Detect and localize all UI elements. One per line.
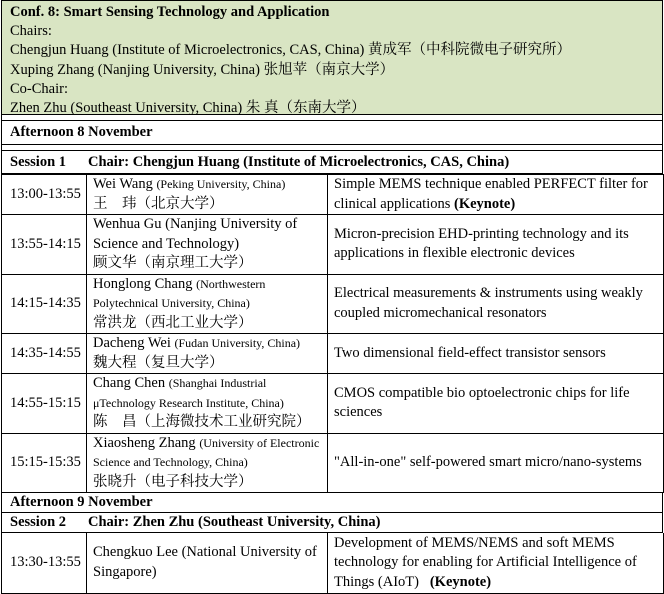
chair-line-2: Xuping Zhang (Nanjing University, China) 张旭苹（南京大学）	[10, 61, 395, 78]
speaker-cell	[87, 215, 328, 275]
conference-title: Conf. 8: Smart Sensing Technology and Application	[10, 4, 330, 20]
talk-title: Simple MEMS technique enabled PERFECT filter for clinical applications	[334, 176, 648, 212]
session-heading	[1, 513, 663, 533]
cochair-line-1: Zhen Zhu (Southeast University, China) 朱 真（东南大学）	[10, 100, 366, 117]
program-sheet	[1, 0, 663, 594]
session-chair: Chair: Zhen Zhu (Southeast University, China)	[88, 514, 381, 530]
speaker-name: Wenhua Gu (Nanjing University of Science and Technology)	[93, 216, 298, 252]
table-row	[2, 374, 664, 434]
speaker-chinese-name: 常洪龙（西北工业大学）	[93, 314, 253, 331]
talk-title-cell	[328, 175, 664, 215]
speaker-cell	[87, 374, 328, 434]
speaker-affiliation: (University of Electronic Science and Technology, China)	[93, 435, 320, 469]
table-row	[2, 274, 664, 334]
speaker-name: Xiaosheng Zhang	[93, 434, 196, 451]
talk-title-cell	[328, 433, 664, 493]
speaker-chinese-name: 顾文华（南京理工大学）	[93, 255, 253, 271]
talk-time: 13:00-13:55	[2, 175, 87, 215]
table-row	[2, 175, 664, 215]
day-heading: Afternoon 8 November	[1, 120, 663, 145]
session-label: Session 1	[10, 153, 67, 170]
talk-title: Micron-precision EHD-printing technology and its applications in flexible electronic devices	[334, 225, 629, 262]
day-heading: Afternoon 9 November	[1, 493, 663, 513]
chairs-label: Chairs:	[10, 23, 52, 40]
speaker-cell	[87, 274, 328, 334]
chair-line-1: Chengjun Huang (Institute of Microelectronics, CAS, China) 黄成军（中科院微电子研究所）	[10, 42, 572, 59]
talk-time: 14:15-14:35	[2, 274, 87, 334]
speaker-affiliation: (Northwestern Polytechnical University, China)	[93, 276, 266, 310]
speaker-name: Chang Chen	[93, 375, 166, 391]
keynote-tag: (Keynote)	[429, 573, 492, 590]
talk-time: 15:15-15:35	[2, 433, 87, 493]
speaker-name: Honglong Chang	[93, 275, 193, 292]
table-row	[2, 334, 664, 374]
table-row	[2, 533, 664, 593]
speaker-chinese-name: 魏大程（复旦大学）	[93, 354, 224, 371]
speaker-cell	[87, 175, 328, 215]
talk-title: Two dimensional field-effect transistor sensors	[334, 344, 606, 361]
talk-title-cell	[328, 274, 664, 334]
speaker-chinese-name: 王 玮（北京大学）	[93, 195, 224, 212]
speaker-name: Chengkuo Lee (National University of Singapore)	[93, 544, 317, 580]
speaker-affiliation: (Shanghai Industrial μTechnology Research Institute, China)	[93, 376, 284, 410]
talk-time: 13:30-13:55	[2, 533, 87, 593]
speaker-name: Dacheng Wei	[93, 335, 171, 351]
talk-title-cell	[328, 215, 664, 275]
table-row	[2, 433, 664, 493]
cochair-label: Co-Chair:	[10, 80, 68, 97]
speaker-chinese-name: 陈 昌（上海微技术工业研究院）	[93, 414, 311, 430]
talk-time: 14:35-14:55	[2, 334, 87, 374]
session-heading	[1, 150, 663, 174]
talk-title: "All-in-one" self-powered smart micro/nano-systems	[334, 454, 642, 470]
conference-header	[1, 0, 663, 115]
talk-title-cell	[328, 334, 664, 374]
speaker-cell	[87, 433, 328, 493]
speaker-affiliation: (Fudan University, China)	[174, 336, 301, 350]
keynote-tag: (Keynote)	[454, 195, 516, 212]
speaker-affiliation: (Peking University, China)	[156, 177, 286, 191]
speaker-name: Wei Wang	[93, 176, 153, 192]
talk-title: CMOS compatible bio optoelectronic chips for life sciences	[334, 384, 630, 421]
session-1-table	[1, 174, 664, 493]
speaker-cell	[87, 334, 328, 374]
session-label: Session 2	[10, 514, 67, 530]
talk-time: 14:55-15:15	[2, 374, 87, 434]
talk-title-cell	[328, 533, 664, 593]
session-2-table	[1, 533, 664, 594]
table-row	[2, 215, 664, 275]
talk-title-cell	[328, 374, 664, 434]
talk-title: Electrical measurements & instruments using weakly coupled micromechanical resonators	[334, 285, 643, 321]
session-chair: Chair: Chengjun Huang (Institute of Microelectronics, CAS, China)	[88, 153, 510, 170]
talk-time: 13:55-14:15	[2, 215, 87, 275]
speaker-chinese-name: 张晓升（电子科技大学）	[93, 473, 253, 490]
speaker-cell	[87, 533, 328, 593]
talk-title: Development of MEMS/NEMS and soft MEMS technology for enabling for Artificial Intelligence of Things (AIoT)	[334, 534, 637, 590]
